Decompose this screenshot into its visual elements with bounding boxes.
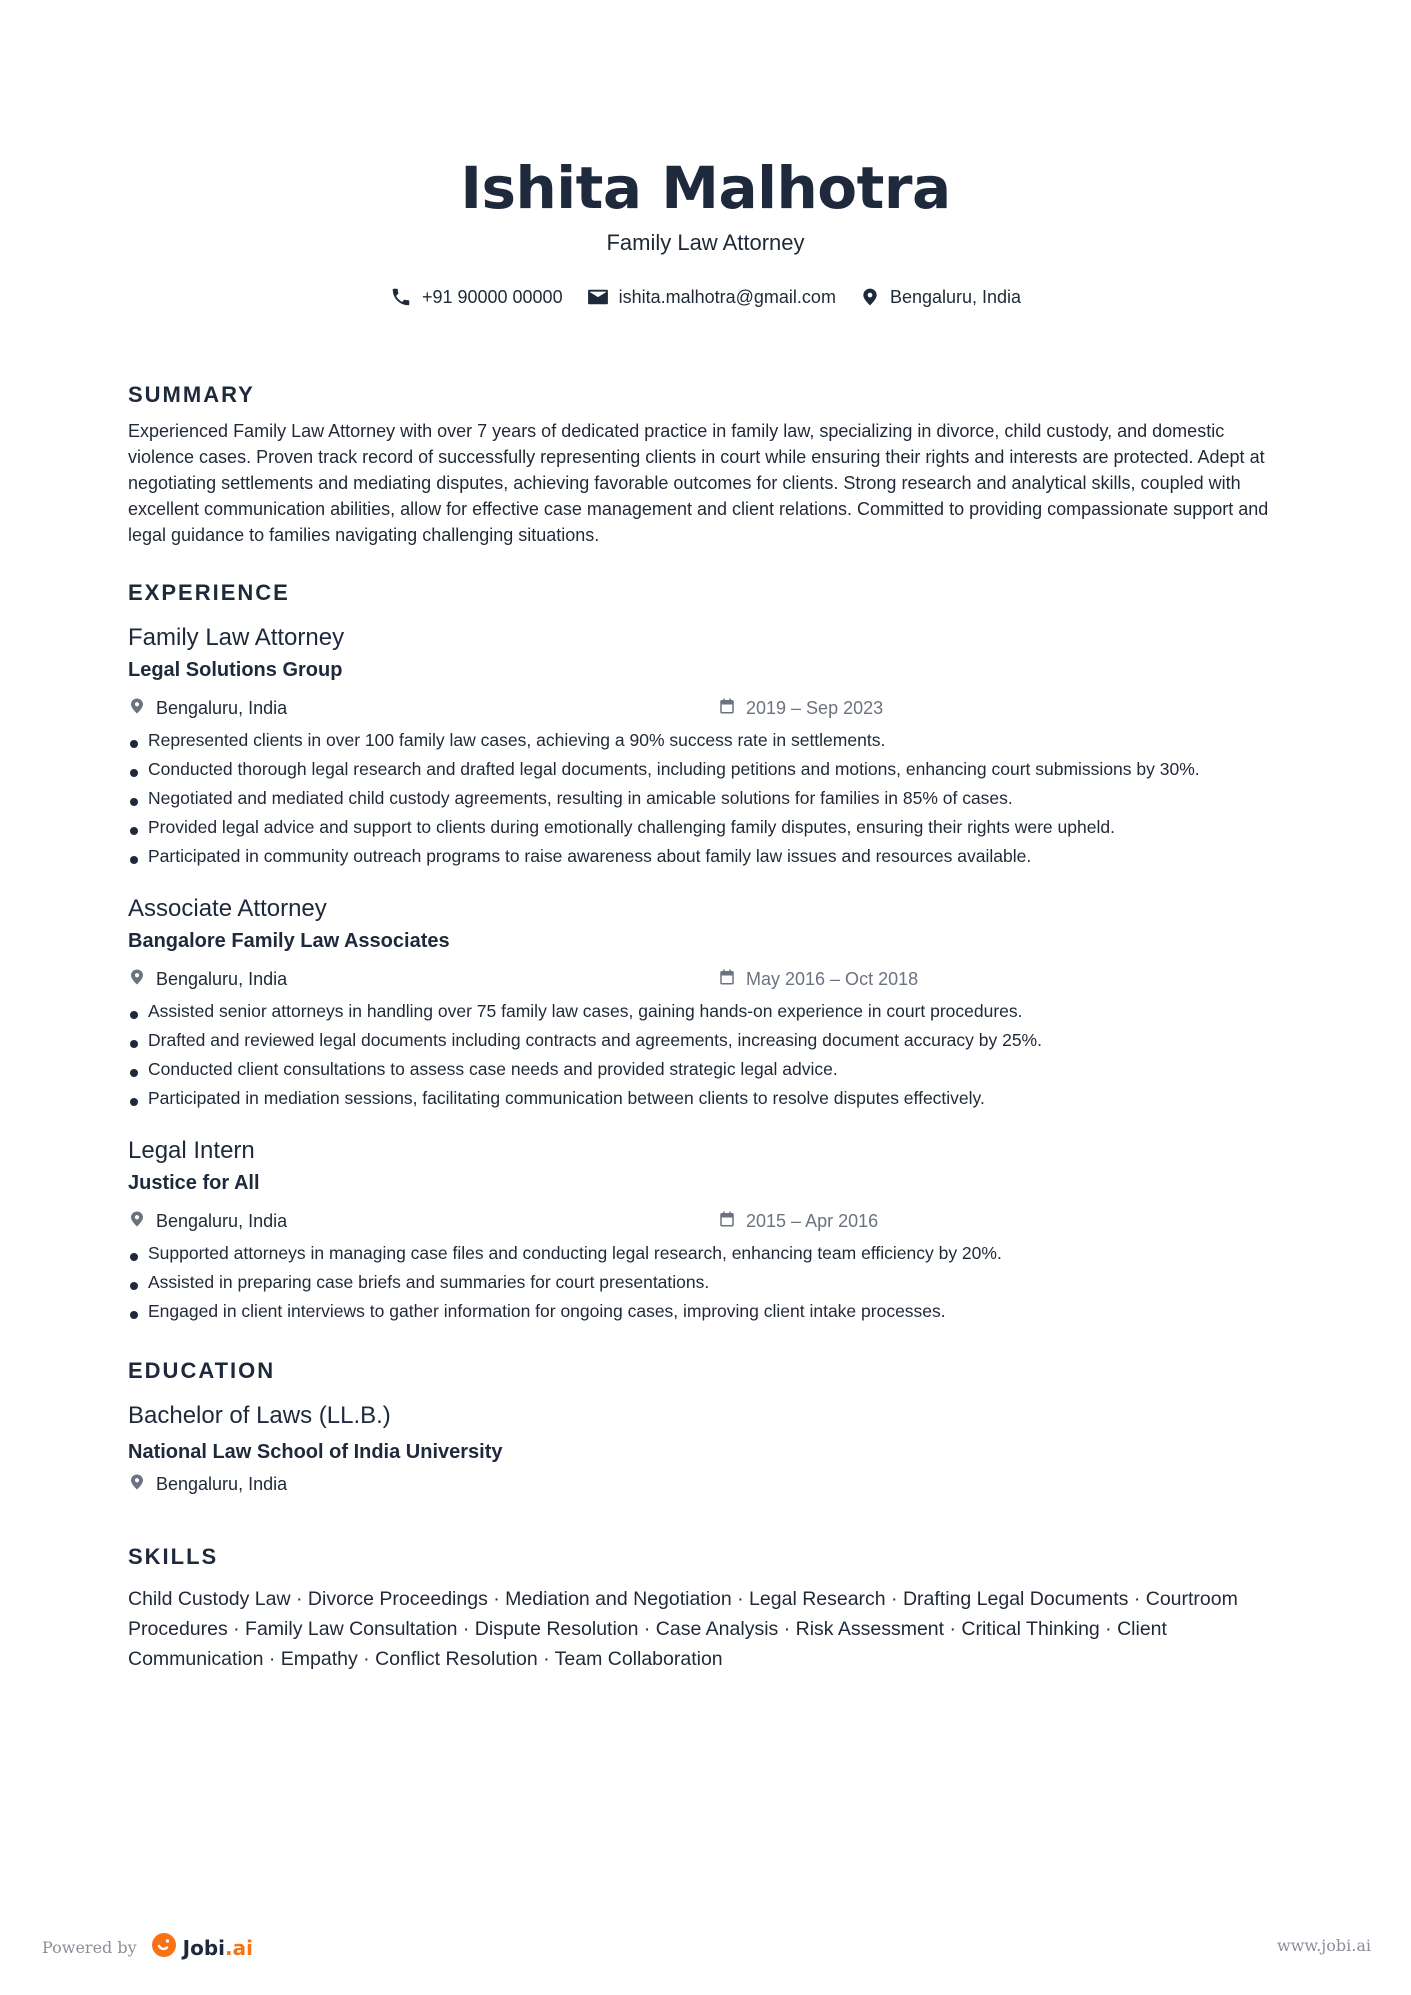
job-title: Associate Attorney — [128, 895, 327, 922]
job-meta — [128, 694, 1288, 722]
list-item: Assisted senior attorneys in handling over 75 family law cases, gaining hands-on experience in court procedures. — [128, 997, 1288, 1026]
brand-name: Jobi — [182, 1935, 225, 1960]
job-entry — [128, 622, 1288, 871]
calendar-icon — [718, 1210, 736, 1233]
summary-heading: SUMMARY — [128, 382, 255, 407]
location-pin-icon — [128, 1209, 146, 1234]
list-item: Drafted and reviewed legal documents including contracts and agreements, increasing document accuracy by 25%. — [128, 1026, 1288, 1055]
job-bullets — [128, 1239, 1288, 1326]
list-item: Engaged in client interviews to gather information for ongoing cases, improving client intake processes. — [128, 1297, 1288, 1326]
job-dates: 2019 – Sep 2023 — [746, 697, 884, 718]
education-section — [128, 1356, 1288, 1498]
experience-section — [128, 578, 1288, 1326]
list-item: Conducted thorough legal research and drafted legal documents, including petitions and motions, enhancing court submissions by 30%. — [128, 755, 1288, 784]
list-item: Assisted in preparing case briefs and summaries for court presentations. — [128, 1268, 1288, 1297]
list-item: Participated in community outreach programs to raise awareness about family law issues and resources available. — [128, 842, 1288, 871]
skills-text: Child Custody Law · Divorce Proceedings · Mediation and Negotiation · Legal Research · Drafting Legal Documents · Courtroom Procedures · Family Law Consultation · Dispute Resolution · Case Analysis · Risk Assessment · Critical Thinking · Client Communication · Empathy · Conflict Resolution · Team Collaboration — [128, 1588, 1238, 1670]
list-item: Supported attorneys in managing case files and conducting legal research, enhancing team efficiency by 20%. — [128, 1239, 1288, 1268]
list-item: Conducted client consultations to assess case needs and provided strategic legal advice. — [128, 1055, 1288, 1084]
company-name: Justice for All — [128, 1172, 260, 1194]
phone-text: +91 90000 00000 — [421, 286, 563, 307]
footer-url[interactable]: www.jobi.ai — [1277, 1936, 1371, 1955]
job-location: Bengaluru, India — [156, 1210, 288, 1231]
calendar-icon — [718, 697, 736, 720]
job-meta — [128, 965, 1288, 993]
degree-title: Bachelor of Laws (LL.B.) — [128, 1402, 391, 1429]
contact-email[interactable] — [587, 287, 836, 308]
resume-header — [0, 150, 1411, 258]
phone-icon — [390, 286, 412, 308]
contact-location — [860, 286, 1021, 308]
list-item: Represented clients in over 100 family law cases, achieving a 90% success rate in settlements. — [128, 726, 1288, 755]
jobi-logo-icon — [151, 1932, 177, 1963]
list-item: Provided legal advice and support to clients during emotionally challenging family disputes, ensuring their rights were upheld. — [128, 813, 1288, 842]
education-heading: EDUCATION — [128, 1358, 276, 1383]
contact-phone[interactable] — [390, 286, 563, 308]
skills-section — [128, 1542, 1288, 1674]
skills-heading: SKILLS — [128, 1544, 219, 1569]
contact-bar — [0, 286, 1411, 308]
company-name: Legal Solutions Group — [128, 659, 343, 681]
job-entry — [128, 893, 1288, 1113]
email-text: ishita.malhotra@gmail.com — [618, 286, 836, 307]
summary-section — [128, 380, 1288, 548]
education-location: Bengaluru, India — [156, 1473, 288, 1494]
summary-text: Experienced Family Law Attorney with over 7 years of dedicated practice in family law, specializing in divorce, child custody, and domestic violence cases. Proven track record of successfully representing clients in court while ensuring their rights and interests are protected. Adept at negotiating settlements and mediating disputes, achieving favorable outcomes for clients. Strong research and analytical skills, coupled with excellent communication abilities, allow for effective case management and client relations. Committed to providing compassionate support and legal guidance to families navigating challenging situations. — [128, 421, 1269, 545]
resume-body — [128, 380, 1288, 1674]
location-pin-icon — [860, 286, 880, 308]
job-entry — [128, 1135, 1288, 1326]
job-bullets — [128, 726, 1288, 871]
job-title: Family Law Attorney — [128, 624, 345, 651]
list-item: Negotiated and mediated child custody agreements, resulting in amicable solutions for families in 85% of cases. — [128, 784, 1288, 813]
job-location: Bengaluru, India — [156, 968, 288, 989]
job-location: Bengaluru, India — [156, 697, 288, 718]
mail-icon — [587, 288, 609, 306]
brand-logo[interactable] — [151, 1932, 253, 1963]
list-item: Participated in mediation sessions, facilitating communication between clients to resolve disputes effectively. — [128, 1084, 1288, 1113]
location-pin-icon — [128, 1472, 146, 1497]
job-title: Legal Intern — [128, 1137, 255, 1164]
location-pin-icon — [128, 967, 146, 992]
school-name: National Law School of India University — [128, 1441, 503, 1463]
experience-heading: EXPERIENCE — [128, 580, 290, 605]
candidate-name: Ishita Malhotra — [460, 154, 951, 222]
company-name: Bangalore Family Law Associates — [128, 930, 450, 952]
location-text: Bengaluru, India — [889, 286, 1022, 307]
location-pin-icon — [128, 696, 146, 721]
calendar-icon — [718, 968, 736, 991]
job-bullets — [128, 997, 1288, 1113]
education-entry — [128, 1400, 1288, 1498]
education-meta — [128, 1470, 1288, 1498]
job-meta — [128, 1207, 1288, 1235]
brand-suffix: .ai — [225, 1935, 253, 1960]
job-dates: 2015 – Apr 2016 — [746, 1210, 879, 1231]
candidate-title: Family Law Attorney — [606, 230, 805, 255]
powered-by-text: Powered by — [42, 1938, 137, 1957]
job-dates: May 2016 – Oct 2018 — [746, 968, 919, 989]
footer-branding — [42, 1932, 253, 1963]
